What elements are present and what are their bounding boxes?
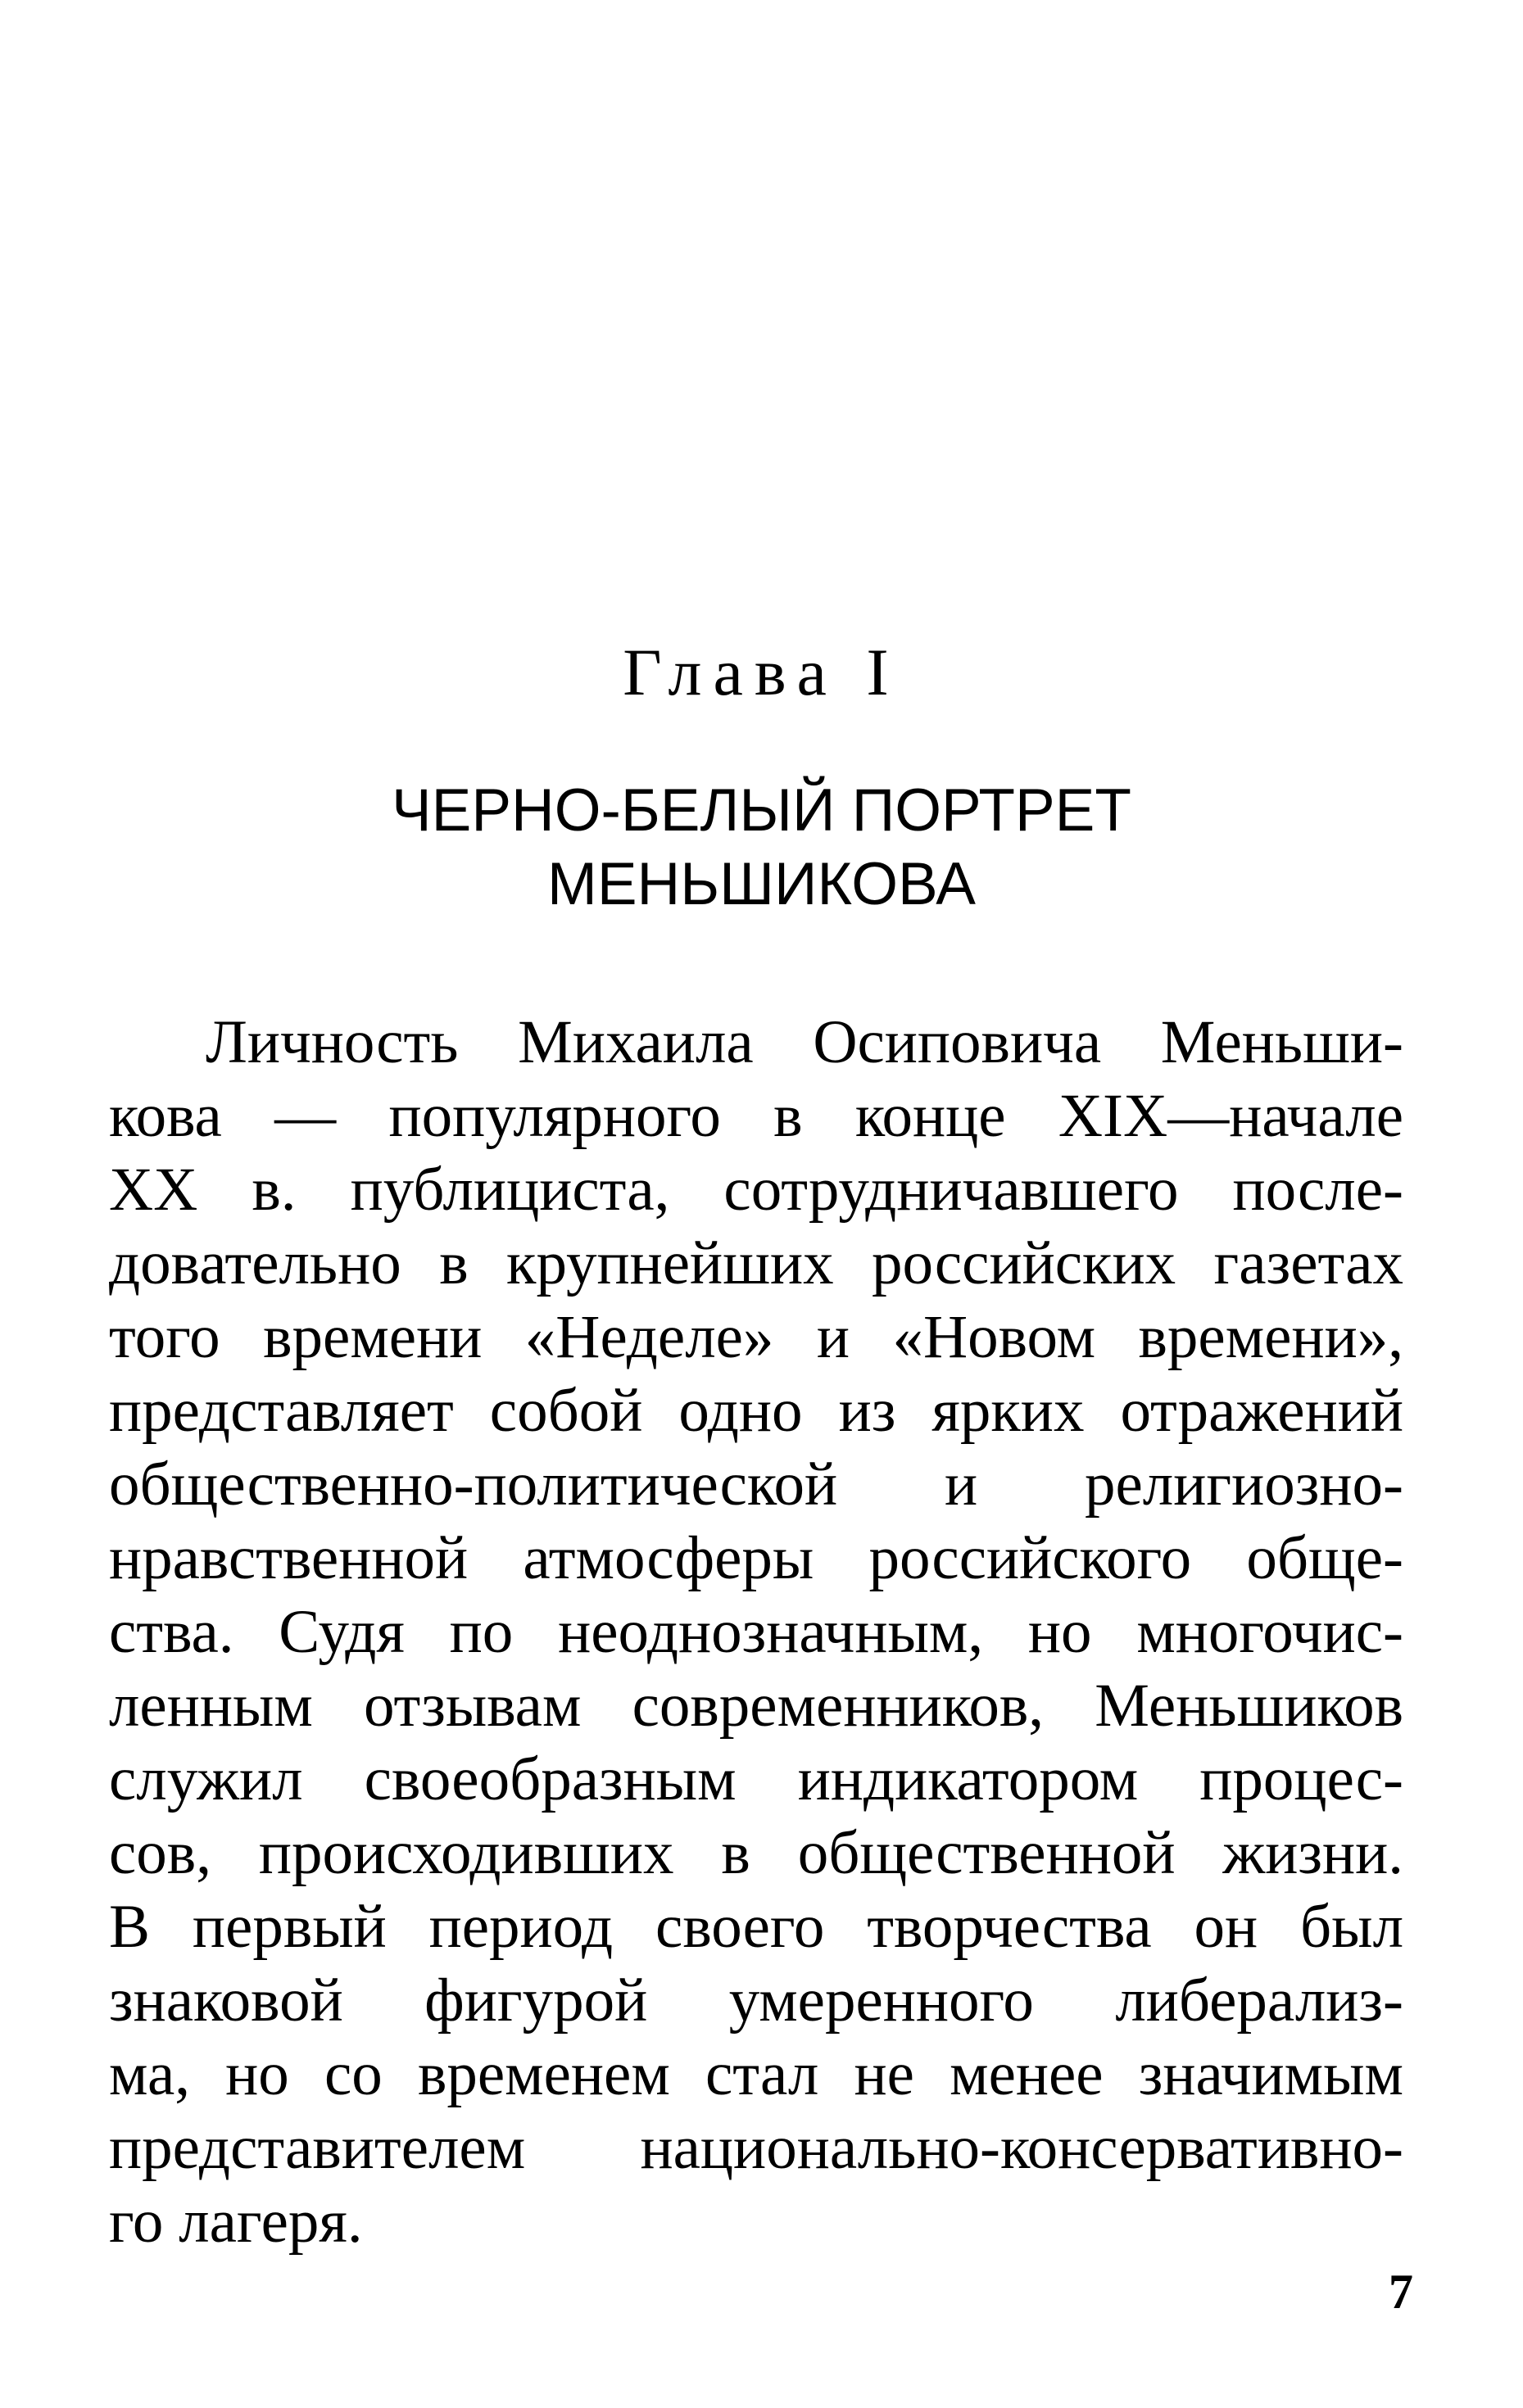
text-line: кова — популярного в конце XIX—начале — [109, 1082, 1403, 1150]
body-paragraph — [109, 1006, 1403, 2259]
text-line: нравственной атмосферы российского обще- — [109, 1524, 1403, 1592]
text-line: знаковой фигурой умеренного либерализ- — [109, 1967, 1403, 2035]
text-line: XX в. публициста, сотрудничавшего после- — [109, 1156, 1403, 1224]
text-line: служил своеобразным индикатором процес- — [109, 1745, 1403, 1813]
text-line: го лагеря. — [109, 2188, 363, 2256]
chapter-title-line: МЕНЬШИКОВА — [547, 851, 976, 917]
text-line: общественно-политической и религиозно- — [109, 1451, 1403, 1519]
page-number: 7 — [1389, 2265, 1413, 2319]
text-line: сов, происходивших в общественной жизни. — [109, 1819, 1403, 1887]
chapter-title — [0, 774, 1523, 921]
text-line: В первый период своего творчества он был — [109, 1893, 1403, 1961]
text-line: того времени «Неделе» и «Новом времени», — [109, 1303, 1403, 1371]
chapter-label: Глава I — [623, 635, 900, 709]
text-line: Личность Михаила Осиповича Меньши- — [206, 1008, 1403, 1076]
chapter-title-line: ЧЕРНО-БЕЛЫЙ ПОРТРЕТ — [392, 777, 1131, 844]
text-line: ма, но со временем стал не менее значимым — [109, 2040, 1403, 2108]
text-line: ства. Судя по неоднозначным, но многочис- — [109, 1598, 1403, 1666]
text-line: довательно в крупнейших российских газетах — [109, 1229, 1403, 1297]
text-line: ленным отзывам современников, Меньшиков — [109, 1672, 1403, 1740]
text-line: представляет собой одно из ярких отражений — [109, 1377, 1403, 1445]
text-line: представителем национально-консервативно- — [109, 2114, 1403, 2182]
